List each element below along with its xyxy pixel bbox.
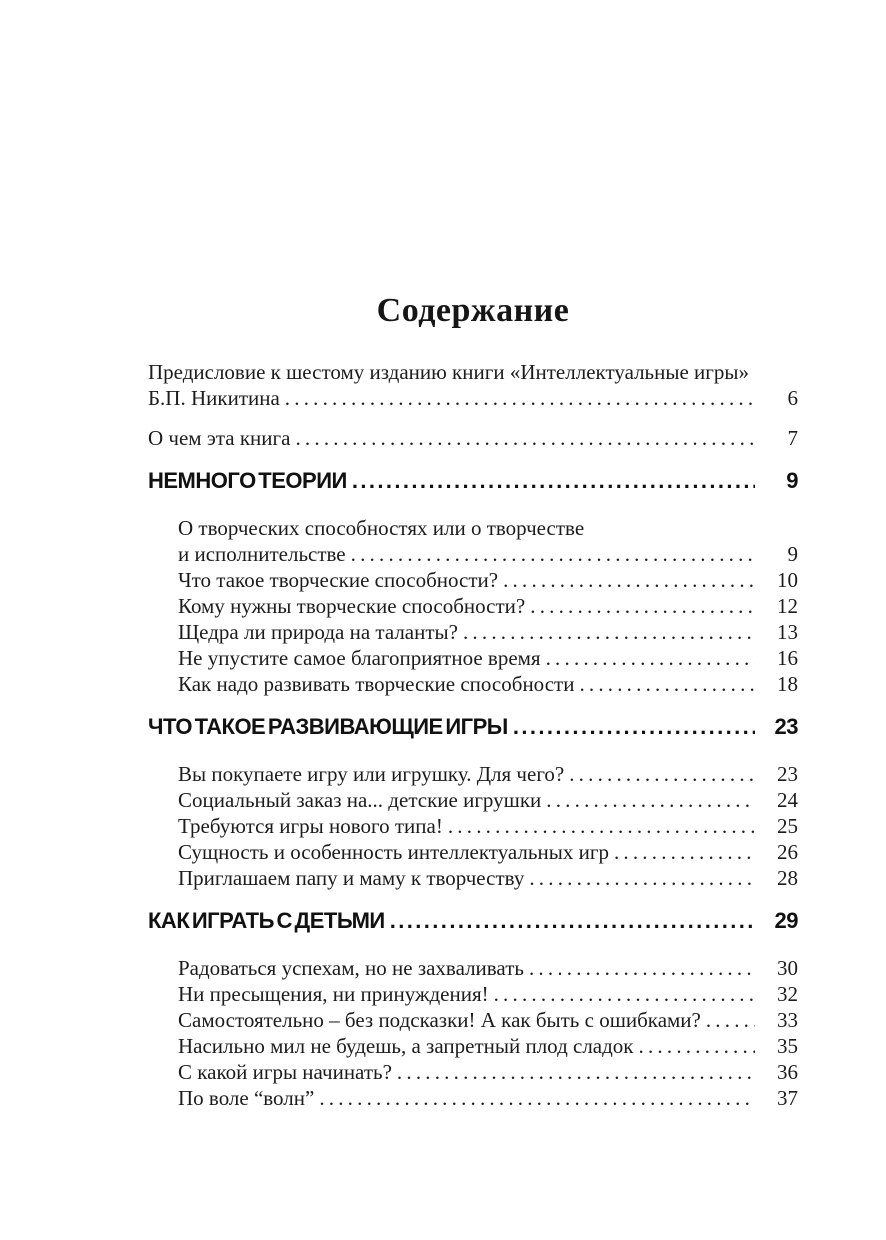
- section-title: НЕМНОГО ТЕОРИИ: [148, 468, 347, 493]
- entry-title: С какой игры начинать?: [178, 1060, 392, 1084]
- page-title: Содержание: [376, 292, 570, 329]
- dot-leader: [546, 787, 755, 813]
- dot-leader: [397, 1059, 755, 1085]
- toc-entry-line: [148, 865, 798, 891]
- toc-entry-line: [148, 645, 798, 671]
- dot-leader: [546, 645, 755, 671]
- entry-title: Радоваться успехам, но не захваливать: [178, 956, 524, 980]
- page-number: 37: [777, 1086, 798, 1110]
- page-number: 9: [786, 468, 798, 493]
- toc-entry-line: [148, 619, 798, 645]
- toc-entry-line: [148, 839, 798, 865]
- dot-leader: [529, 865, 755, 891]
- page-number: 23: [774, 714, 798, 739]
- dot-leader: [448, 813, 755, 839]
- page-number: 33: [777, 1008, 798, 1032]
- page-number: 28: [777, 866, 798, 890]
- toc-entry-line: [148, 1033, 798, 1059]
- toc-entry-line: [148, 425, 798, 451]
- toc-entry-line: [148, 761, 798, 787]
- dot-leader: [513, 714, 755, 740]
- dot-leader: [352, 468, 755, 494]
- entry-title: Предисловие к шестому изданию книги «Интеллектуальные игры»: [148, 360, 750, 384]
- toc-entry-line: [148, 955, 798, 981]
- page-number: 12: [777, 594, 798, 618]
- page-number: 32: [777, 982, 798, 1006]
- page-number: 35: [777, 1034, 798, 1058]
- dot-leader: [319, 1085, 755, 1111]
- entry-title: и исполнительстве: [178, 542, 346, 566]
- entry-title: Кому нужны творческие способности?: [178, 594, 526, 618]
- toc-entry-line: [148, 515, 798, 541]
- page-number: 24: [777, 788, 798, 812]
- entry-title: Ни пресыщения, ни принуждения!: [178, 982, 489, 1006]
- dot-leader: [529, 955, 755, 981]
- dot-leader: [503, 567, 755, 593]
- toc-entry-line: [148, 671, 798, 697]
- dot-leader: [390, 908, 755, 934]
- dot-leader: [463, 619, 755, 645]
- section-title: КАК ИГРАТЬ С ДЕТЬМИ: [148, 908, 385, 933]
- toc-entry-line: [148, 1085, 798, 1111]
- toc-entry-line: [148, 1007, 798, 1033]
- entry-title: Самостоятельно – без подсказки! А как быть с ошибками?: [178, 1008, 701, 1032]
- toc-section-heading: [148, 468, 798, 494]
- dot-leader: [351, 541, 755, 567]
- page-number: 16: [777, 646, 798, 670]
- dot-leader: [494, 981, 755, 1007]
- entry-title: Социальный заказ на... детские игрушки: [178, 788, 542, 812]
- dot-leader: [295, 425, 755, 451]
- page-number: 10: [777, 568, 798, 592]
- dot-leader: [530, 593, 755, 619]
- page-number: 25: [777, 814, 798, 838]
- dot-leader: [706, 1007, 755, 1033]
- page-number: 26: [777, 840, 798, 864]
- entry-title: Как надо развивать творческие способности: [178, 672, 575, 696]
- entry-title: Б.П. Никитина: [148, 386, 280, 410]
- toc-section-heading: [148, 908, 798, 934]
- entry-title: Сущность и особенность интеллектуальных игр: [178, 840, 609, 864]
- toc-entry-line: [148, 567, 798, 593]
- toc-list: [148, 359, 798, 1111]
- entry-title: О творческих способностях или о творчестве: [178, 516, 585, 540]
- page-number: 7: [787, 426, 798, 450]
- entry-title: По воле “волн”: [178, 1086, 315, 1110]
- toc-entry-line: [148, 593, 798, 619]
- dot-leader: [569, 761, 755, 787]
- page-number: 36: [777, 1060, 798, 1084]
- toc-section-heading: [148, 714, 798, 740]
- toc-content: [148, 293, 798, 1111]
- page-number: 9: [787, 542, 798, 566]
- entry-title: Приглашаем папу и маму к творчеству: [178, 866, 525, 890]
- section-title: ЧТО ТАКОЕ РАЗВИВАЮЩИЕ ИГРЫ: [148, 714, 508, 739]
- entry-title: О чем эта книга: [148, 426, 291, 450]
- toc-entry-line: [148, 541, 798, 567]
- toc-entry-line: [148, 813, 798, 839]
- dot-leader: [579, 671, 755, 697]
- toc-entry-line: [148, 385, 798, 411]
- toc-entry-line: [148, 981, 798, 1007]
- entry-title: Что такое творческие способности?: [178, 568, 499, 592]
- page-number: 6: [787, 386, 798, 410]
- toc-entry-line: [148, 359, 798, 385]
- entry-title: Щедра ли природа на таланты?: [178, 620, 458, 644]
- page-number: 18: [777, 672, 798, 696]
- entry-title: Насильно мил не будешь, а запретный плод сладок: [178, 1034, 634, 1058]
- page-number: 30: [777, 956, 798, 980]
- page-number: 23: [777, 762, 798, 786]
- entry-title: Вы покупаете игру или игрушку. Для чего?: [178, 762, 565, 786]
- entry-title: Не упустите самое благоприятное время: [178, 646, 541, 670]
- dot-leader: [285, 385, 755, 411]
- dot-leader: [614, 839, 755, 865]
- toc-entry-line: [148, 787, 798, 813]
- toc-entry-line: [148, 1059, 798, 1085]
- dot-leader: [639, 1033, 755, 1059]
- page-number: 29: [774, 908, 798, 933]
- page-number: 13: [777, 620, 798, 644]
- entry-title: Требуются игры нового типа!: [178, 814, 443, 838]
